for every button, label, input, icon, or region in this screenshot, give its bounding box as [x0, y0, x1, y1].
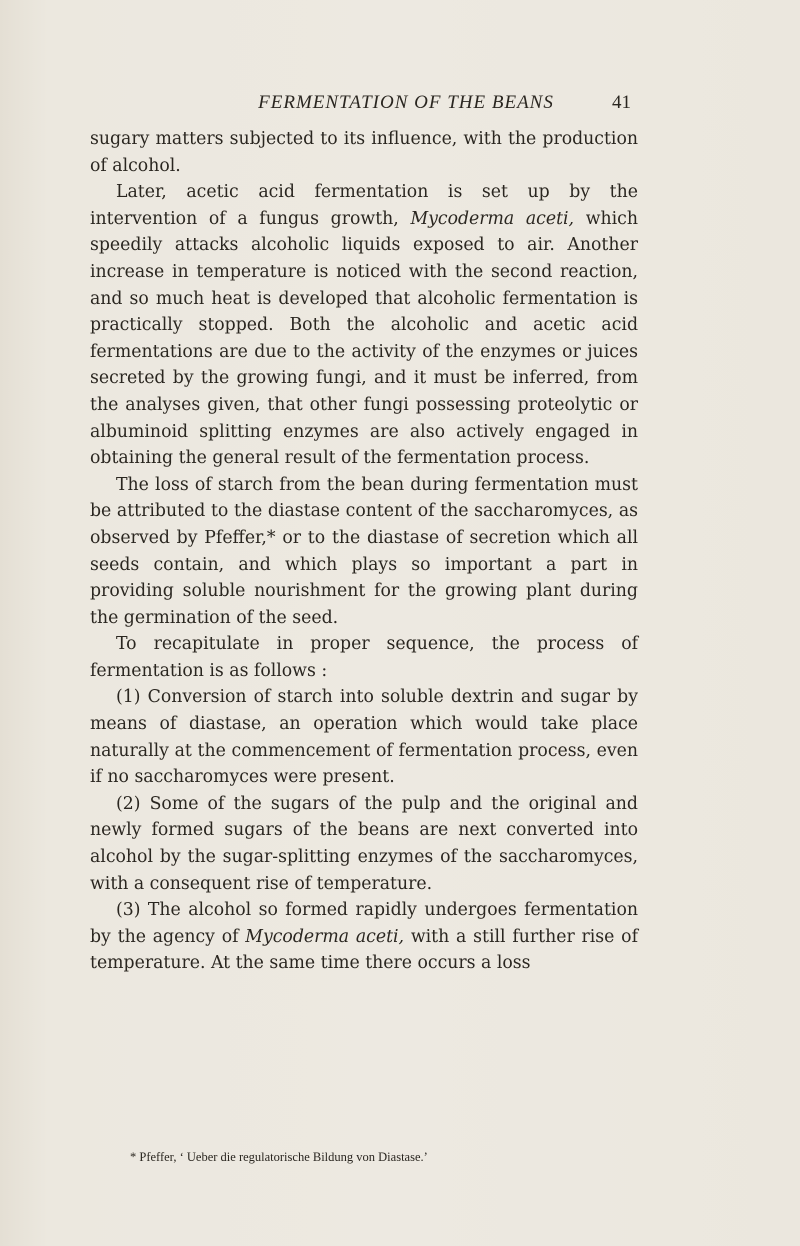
paragraph — [90, 631, 638, 684]
paragraph-text: To recapitulate in proper sequence, the process of fermentation is as follows : — [90, 634, 638, 681]
running-title: FERMENTATION OF THE BEANS — [258, 92, 554, 113]
paragraph-text: (2) Some of the sugars of the pulp and the original and newly formed sugars of the beans are next converted into alcohol by the sugar-splitting enzymes of the saccharomyces, with a consequent rise of temperature. — [90, 793, 638, 894]
paragraph-text: (3) The alcohol so formed rapidly undergoes fermentation by the agency of — [90, 900, 638, 947]
species-name: Mycoderma aceti, — [410, 208, 575, 229]
paragraph-text: sugary matters subjected to its influence, with the production of alcohol. — [90, 129, 638, 176]
paragraph-text: (1) Conversion of starch into soluble dextrin and sugar by means of diastase, an operation which would take place naturally at the commencement of fermentation process, even if no saccharomyces were present. — [90, 687, 638, 788]
page-number: 41 — [612, 92, 631, 113]
paragraph-text: which speedily attacks alcoholic liquids exposed to air. Another increase in temperature is noticed with the second reaction, and so much heat is developed that alcoholic fermentation is practically stopped. Both the alcoholic and acetic acid fermentations are due to the activity of the enzymes or juices secreted by the growing fungi, and it must be inferred, from the analyses given, that other fungi possessing proteolytic or albuminoid splitting enzymes are also actively engaged in obtaining the general result of the fermentation process. — [90, 208, 638, 469]
paragraph — [90, 472, 638, 632]
paragraph-text: with a still further rise of temperature. At the same time there occurs a loss — [90, 926, 638, 974]
paragraph — [90, 179, 638, 472]
list-item — [90, 684, 638, 790]
footnote: * Pfeffer, ‘ Ueber die regulatorische Bildung von Diastase.’ — [130, 1150, 428, 1164]
paragraph-text: The loss of starch from the bean during fermentation must be attributed to the diastase content of the saccharomyces, as observed by Pfeffer,* or to the diastase of secretion which all seeds contain, and which plays so important a part in providing soluble nourishment for the growing plant during the germination of the seed. — [90, 474, 638, 628]
body-text — [90, 126, 638, 977]
species-name: Mycoderma aceti, — [245, 926, 405, 947]
list-item — [90, 791, 638, 897]
paragraph — [90, 126, 638, 179]
paragraph-text: Later, acetic acid fermentation is set up by the intervention of a fungus growth, — [90, 182, 638, 229]
list-item — [90, 897, 638, 977]
